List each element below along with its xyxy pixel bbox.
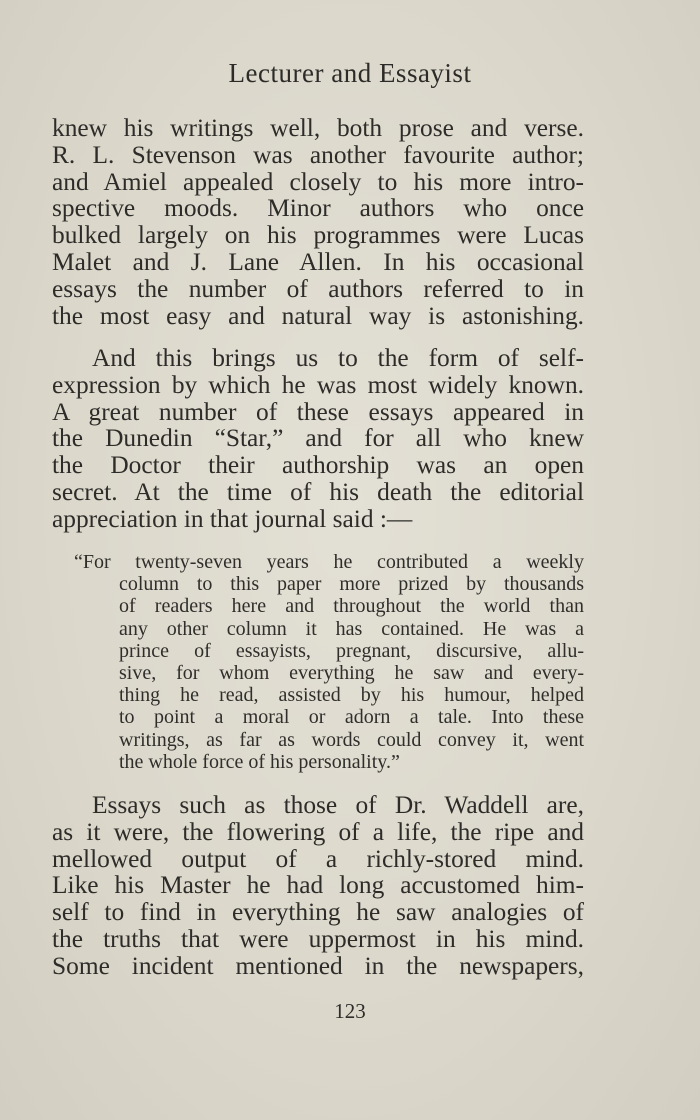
paragraph-3 <box>52 792 584 980</box>
text-line: the Dunedin “Star,” and for all who knew <box>52 424 584 453</box>
text-line: Essays such as those of Dr. Waddell are, <box>92 791 584 819</box>
text-line: expression by which he was most widely known. <box>52 370 584 399</box>
text-line: knew his writings well, both prose and verse. <box>52 114 584 142</box>
text-line: Like his Master he had long accustomed him- <box>52 871 584 900</box>
text-line: the Doctor their authorship was an open <box>52 451 584 480</box>
paragraph-1 <box>52 115 584 329</box>
quote-line: to point a moral or adorn a tale. Into these <box>119 706 584 729</box>
text-line: the most easy and natural way is astonishing. <box>52 301 584 330</box>
quote-line: prince of essayists, pregnant, discursive, allu- <box>119 639 584 662</box>
page-number: 123 <box>334 999 366 1023</box>
quote-line: any other column it has contained. He was a <box>119 617 584 640</box>
text-line: appreciation in that journal said :— <box>52 504 413 533</box>
text-line: R. L. Stevenson was another favourite author; <box>52 140 584 169</box>
block-quotation <box>74 551 584 773</box>
quote-line: “For twenty-seven years he contributed a weekly <box>74 551 584 573</box>
quote-line: writings, as far as words could convey it, went <box>119 728 584 751</box>
text-line: the truths that were uppermost in his mind. <box>52 924 584 953</box>
text-line: And this brings us to the form of self- <box>92 344 584 372</box>
quote-line: column to this paper more prized by thousands <box>119 573 584 596</box>
quote-line: thing he read, assisted by his humour, helped <box>119 684 584 707</box>
text-line: self to find in everything he saw analogies of <box>52 898 584 927</box>
quote-line: sive, for whom everything he saw and every- <box>119 662 584 685</box>
paragraph-2 <box>52 345 584 533</box>
text-line: secret. At the time of his death the editorial <box>52 477 584 506</box>
text-line: essays the number of authors referred to in <box>52 274 584 303</box>
quote-line: the whole force of his personality.” <box>119 750 400 773</box>
text-line: A great number of these essays appeared in <box>52 397 584 426</box>
text-line: mellowed output of a richly-stored mind. <box>52 844 584 873</box>
text-line: bulked largely on his programmes were Lucas <box>52 221 584 250</box>
text-line: and Amiel appealed closely to his more intro- <box>52 167 584 196</box>
running-head: Lecturer and Essayist <box>228 58 472 88</box>
text-line: Malet and J. Lane Allen. In his occasional <box>52 247 584 276</box>
text-line: spective moods. Minor authors who once <box>52 194 584 223</box>
text-line: as it were, the flowering of a life, the ripe and <box>52 817 584 846</box>
text-line: Some incident mentioned in the newspapers, <box>52 951 584 980</box>
quote-line: of readers here and throughout the world than <box>119 595 584 618</box>
